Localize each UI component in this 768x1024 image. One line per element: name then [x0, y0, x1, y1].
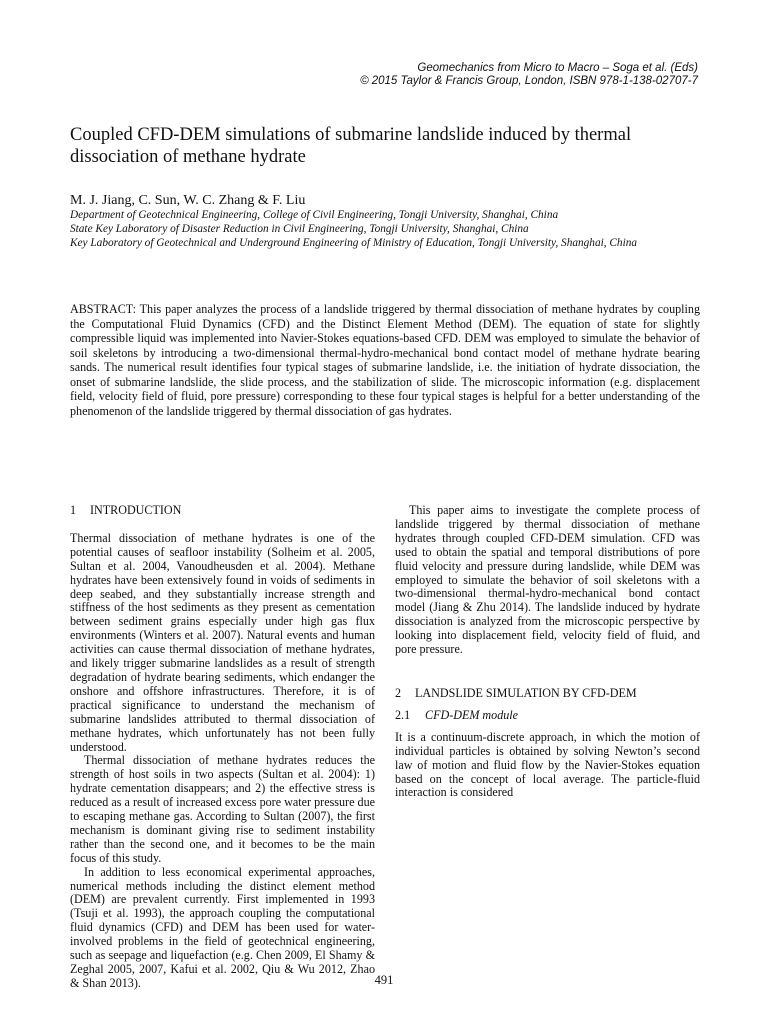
subsection-heading [395, 709, 700, 723]
paragraph: This paper aims to investigate the complete process of landslide triggered by thermal dissociation of methane hydrates through coupled CFD-DEM simulation. CFD was used to obtain the spatial and temporal distributions of pore fluid velocity and pressure during landslide, while DEM was employed to simulate the behavior of soil skeletons with a two-dimensional thermal-hydro-mechanical bond contact model (Jiang & Zhu 2014). The landslide induced by hydrate dissociation is analyzed from the microscopic perspective by looking into displacement field, velocity field of fluid, and pore pressure. [395, 503, 700, 657]
paragraph: Thermal dissociation of methane hydrates is one of the potential causes of seafloor instability (Solheim et al. 2005, Sultan et al. 2004, Vanoudheusden et al. 2004). Methane hydrates have been extensively found in voids of sediments in deep seabed, and they substantially increase strength and stiffness of the host sediments as they present as cementation between sediment grains especially under high gas flux environments (Winters et al. 2007). Natural events and human activities can cause thermal dissociation of methane hydrates, and likely trigger submarine landslides as a result of strength degradation of hydrate bearing sediments, which endanger the onshore and offshore infrastructures. Therefore, it is of practical significance to understand the mechanism of submarine landslides attributed to thermal dissociation of methane hydrates, which unfortunately has not been fully understood. [70, 530, 375, 754]
running-header [360, 62, 698, 88]
subsection-title: CFD-DEM module [425, 707, 519, 722]
affiliation: Department of Geotechnical Engineering, College of Civil Engineering, Tongji University, Shanghai, China [70, 209, 559, 221]
paper-title: Coupled CFD-DEM simulations of submarine landslide induced by thermal dissociation of methane hydrate [70, 125, 632, 167]
affiliation: Key Laboratory of Geotechnical and Underground Engineering of Ministry of Education, Tongji University, Shanghai, China [70, 237, 638, 249]
abstract: ABSTRACT: This paper analyzes the process of a landslide triggered by thermal dissociation of methane hydrates by coupling the Computational Fluid Dynamics (CFD) and the Distinct Element Method (DEM). The equation of state for slightly compressible liquid was implemented into Navier-Stokes equations-based CFD. DEM was employed to simulate the behavior of soil skeletons by introducing a two-dimensional thermal-hydro-mechanical bond contact model of methane hydrate bearing sands. The numerical result identifies four typical stages of submarine landslide, i.e. the initiation of hydrate dissociation, the onset of submarine landslide, the slide process, and the stabilization of slide. The microscopic information (e.g. displacement field, velocity field of fluid, pore pressure) corresponding to these four typical stages is helpful for a better understanding of the phenomenon of the landslide triggered by thermal dissociation of gas hydrates. [70, 302, 700, 418]
header-copyright: © 2015 Taylor & Francis Group, London, ISBN 978-1-138-02707-7 [360, 75, 698, 87]
paragraph: It is a continuum-discrete approach, in which the motion of individual particles is obtained by solving Newton’s second law of motion and fluid flow by the Navier-Stokes equation based on the concept of local average. The particle-fluid interaction is considered [395, 729, 700, 800]
section-number: 1 [70, 503, 77, 517]
paragraph: In addition to less economical experimental approaches, numerical methods including the distinct element method (DEM) are prevalent currently. First implemented in 1993 (Tsuji et al. 1993), the approach coupling the computational fluid dynamics (CFD) and DEM has been used for water-involved problems in the field of geotechnical engineering, such as seepage and liquefaction (e.g. Chen 2009, El Shamy & Zeghal 2005, 2007, Kafui et al. 2002, Qiu & Wu 2012, Zhao & Shan 2013). [70, 864, 375, 990]
right-column [395, 504, 700, 800]
section-title: INTRODUCTION [90, 503, 182, 517]
affiliations [70, 208, 700, 250]
section-number: 2 [395, 685, 402, 700]
left-column [70, 504, 375, 991]
page-number: 491 [374, 973, 394, 987]
section-heading [70, 504, 375, 518]
subsection-number: 2.1 [395, 707, 411, 722]
affiliation: State Key Laboratory of Disaster Reduction in Civil Engineering, Tongji University, Shanghai, China [70, 223, 529, 235]
author-list: M. J. Jiang, C. Sun, W. C. Zhang & F. Liu [70, 193, 306, 208]
paragraph: Thermal dissociation of methane hydrates reduces the strength of host soils in two aspects (Sultan et al. 2004): 1) hydrate cementation disappears; and 2) the effective stress is reduced as a result of increased excess pore water pressure due to escaping methane gas. According to Sultan (2007), the first mechanism is dominant giving rise to sediment instability rather than the second one, and it becomes to be the main focus of this study. [70, 753, 375, 865]
section-title: LANDSLIDE SIMULATION BY CFD-DEM [415, 685, 637, 700]
section-heading [395, 687, 700, 701]
header-book-title: Geomechanics from Micro to Macro – Soga et al. (Eds) [417, 62, 698, 74]
